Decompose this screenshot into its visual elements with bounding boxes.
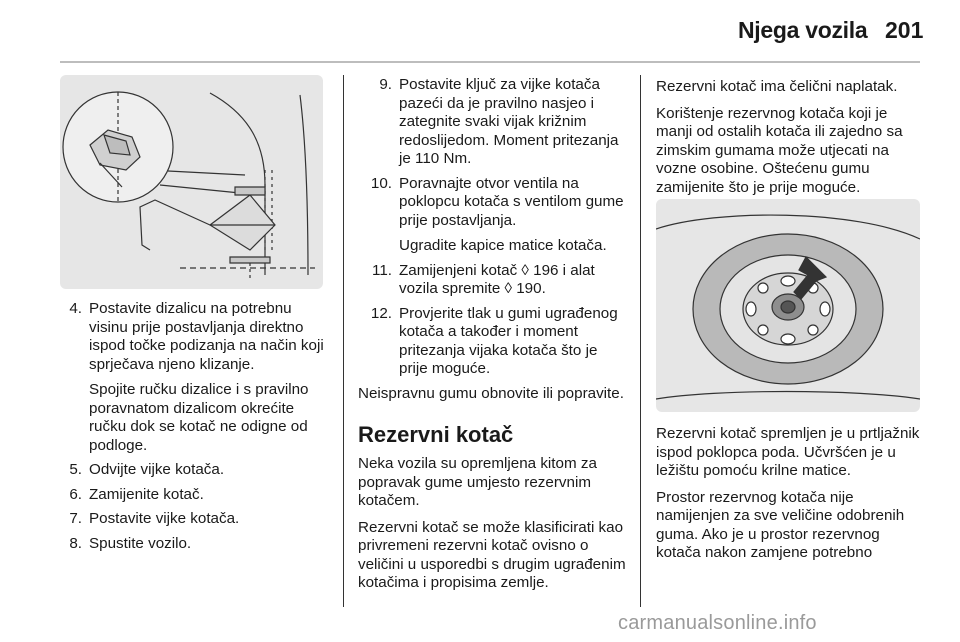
list-text: Zamijenite kotač.: [89, 485, 204, 503]
list-number: 8.: [69, 534, 82, 552]
column-2: [358, 76, 628, 601]
list-number: 12.: [370, 304, 392, 322]
jack-drawing: [60, 75, 323, 289]
list-number: 6.: [69, 485, 82, 503]
list-text: Poravnajte otvor ventila na poklopcu kotača s ventilom gume prije postavljanja.: [399, 174, 624, 229]
column-divider: [640, 75, 641, 607]
page-header: [0, 0, 960, 62]
watermark: carmanualsonline.info: [618, 612, 817, 634]
list-text: Spojite ručku dizalice i s pravilno poravnatom dizalicom okrećite ručku dok se kotač ne odigne od podloge.: [89, 381, 309, 454]
body-paragraph: Neispravnu gumu obnovite ili popravite.: [358, 384, 624, 402]
column-divider: [343, 75, 344, 607]
list-text: Ugradite kapice matice kotača.: [399, 237, 607, 254]
list-item: [358, 76, 628, 169]
list-item: [60, 535, 330, 554]
body-paragraph: Prostor rezervnog kotača nije namijenjen za sve veličine odobrenih guma. Ako je u prostor rezervnog kotača nakon zamjene potrebno: [656, 488, 905, 561]
list-text: Spustite vozilo.: [89, 534, 192, 552]
body-paragraph: Neka vozila su opremljena kitom za popravak gume umjesto rezervnim kotačem.: [358, 455, 597, 509]
header-divider: [60, 61, 920, 63]
column-1: [60, 300, 330, 559]
column-3-top: [656, 78, 922, 205]
list-item: [358, 262, 628, 299]
list-number: 5.: [69, 461, 82, 478]
spare-wheel-drawing: [656, 199, 920, 412]
list-number: 9.: [379, 76, 392, 93]
page-title: Njega vozila: [738, 17, 868, 43]
list-number: 4.: [69, 300, 82, 317]
list-text: Odvijte vijke kotača.: [89, 461, 225, 478]
list-text: Zamijenjeni kotač ◊ 196 i alat vozila spremite ◊ 190.: [399, 261, 595, 297]
column-3-bottom: [656, 425, 922, 571]
body-paragraph: Rezervni kotač se može klasificirati kao privremeni rezervni kotač ovisno o veličini u usporedbi s drugim ugrađenim kotačima i propisima zemlje.: [358, 518, 626, 591]
list-text: Postavite dizalicu na potrebnu visinu prije postavljanja direktno ispod točke podizanja na način koji sprječava njeno klizanje.: [89, 300, 324, 373]
list-text: Provjerite tlak u gumi ugrađenog kotača a također i moment pritezanja vijaka kotača što je prije moguće.: [399, 304, 618, 377]
spare-wheel-illustration: [656, 199, 920, 412]
list-number: 11.: [372, 261, 392, 279]
jack-illustration: [60, 75, 323, 289]
body-paragraph: Rezervni kotač ima čelični naplatak.: [656, 78, 898, 95]
list-item: [60, 461, 330, 480]
list-text: Postavite ključ za vijke kotača pazeći da je pravilno nasjeo i zategnite svaki vijak križnim redoslijedom. Moment pritezanja je 110 Nm.: [399, 76, 619, 167]
list-item: [60, 510, 330, 529]
list-text: Postavite vijke kotača.: [89, 510, 240, 527]
list-item: [358, 305, 628, 379]
list-item: [60, 486, 330, 505]
body-paragraph: Rezervni kotač spremljen je u prtljažnik ispod poklopca poda. Učvršćen je u ležištu pomoću krilne matice.: [656, 425, 920, 479]
list-number: 10.: [370, 174, 392, 192]
body-paragraph: Korištenje rezervnog kotača koji je manji od ostalih kotača ili zajedno sa zimskim gumama može utjecati na vozne osobine. Oštećenu gumu zamijenite što je prije moguće.: [656, 104, 903, 196]
section-heading: Rezervni kotač: [358, 422, 514, 447]
list-item: [358, 175, 628, 256]
list-number: 7.: [69, 510, 82, 527]
list-item: [60, 300, 330, 455]
page-number: 201: [885, 17, 924, 43]
